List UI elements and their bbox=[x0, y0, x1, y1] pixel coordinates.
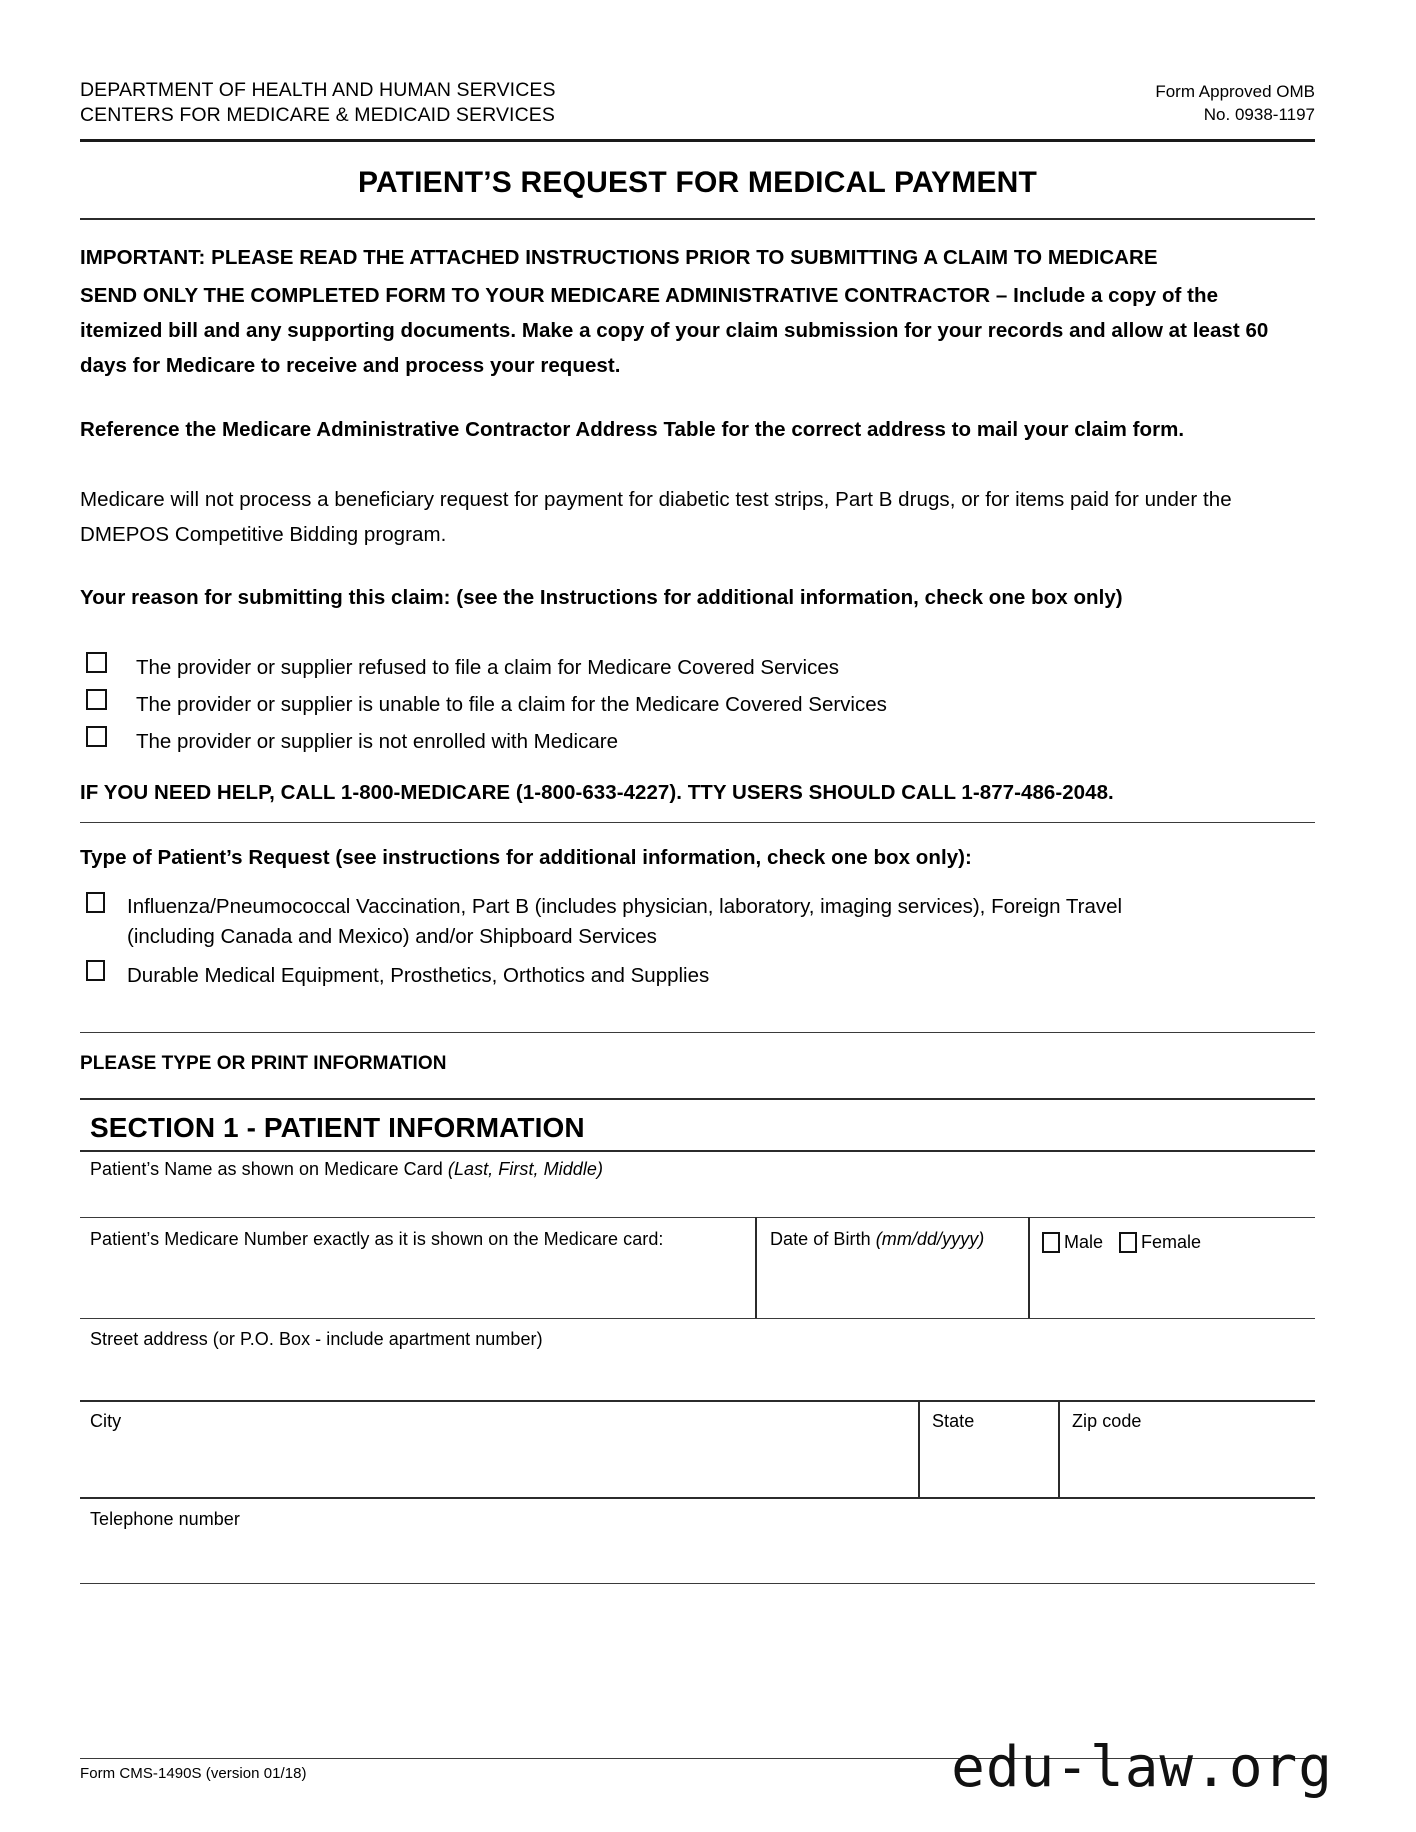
gender-cell-divider bbox=[1028, 1217, 1030, 1319]
reason-option-label-2: The provider or supplier is unable to file a claim for the Medicare Covered Services bbox=[136, 693, 887, 716]
omb-number: No. 0938-1197 bbox=[1203, 105, 1315, 124]
male-label: Male bbox=[1064, 1232, 1104, 1252]
page-title: PATIENT’S REQUEST FOR MEDICAL PAYMENT bbox=[357, 166, 1038, 199]
medicare-row-bottom-rule bbox=[80, 1318, 1315, 1319]
request-type-heading: Type of Patient’s Request (see instructions for additional information, check one box only): bbox=[80, 846, 972, 869]
state-input[interactable] bbox=[932, 1432, 1052, 1488]
request-type-row-1[interactable] bbox=[86, 892, 1206, 952]
patient-name-label bbox=[90, 1158, 603, 1180]
reason-option-label-3: The provider or supplier is not enrolled with Medicare bbox=[136, 730, 618, 753]
important-notice: IMPORTANT: PLEASE READ THE ATTACHED INSTRUCTIONS PRIOR TO SUBMITTING A CLAIM TO MEDICARE bbox=[80, 246, 1158, 269]
type-or-print-notice: PLEASE TYPE OR PRINT INFORMATION bbox=[80, 1053, 447, 1074]
state-label: State bbox=[932, 1411, 975, 1431]
patient-name-label-hint: (Last, First, Middle) bbox=[447, 1159, 603, 1179]
telephone-bottom-rule bbox=[80, 1583, 1315, 1584]
omb-block bbox=[1155, 80, 1315, 126]
dob-cell-divider bbox=[755, 1217, 757, 1319]
patient-name-label-text: Patient’s Name as shown on Medicare Card bbox=[90, 1159, 448, 1179]
send-only-paragraph: SEND ONLY THE COMPLETED FORM TO YOUR MEDICARE ADMINISTRATIVE CONTRACTOR – Include a copy of the itemized bill and any supporting documents. Make a copy of your claim submission for your records and allow at least 60 days for Medicare to receive and process your request. bbox=[80, 284, 1269, 377]
city-label: City bbox=[90, 1411, 122, 1431]
request-type-bottom-rule bbox=[80, 1032, 1315, 1033]
reason-checkbox-2[interactable] bbox=[86, 689, 107, 710]
request-type-row-2[interactable] bbox=[86, 960, 1206, 992]
dob-label bbox=[770, 1228, 984, 1250]
street-address-label: Street address (or P.O. Box - include apartment number) bbox=[90, 1329, 543, 1349]
section1-title-rule bbox=[80, 1150, 1315, 1152]
dob-input[interactable] bbox=[770, 1250, 1000, 1308]
gender-group[interactable] bbox=[1042, 1232, 1201, 1253]
request-type-checkbox-1[interactable] bbox=[86, 892, 105, 913]
reason-option-row-1[interactable] bbox=[86, 652, 839, 684]
reason-option-row-3[interactable] bbox=[86, 726, 618, 758]
patient-name-bottom-rule bbox=[80, 1217, 1315, 1218]
city-input[interactable] bbox=[90, 1432, 890, 1488]
title-bottom-rule bbox=[80, 218, 1315, 220]
zip-cell-divider bbox=[1058, 1400, 1060, 1498]
section1-title: SECTION 1 - PATIENT INFORMATION bbox=[90, 1112, 585, 1143]
reason-checkbox-3[interactable] bbox=[86, 726, 107, 747]
medicare-number-label: Patient’s Medicare Number exactly as it is shown on the Medicare card: bbox=[90, 1229, 664, 1249]
section1-top-rule bbox=[80, 1098, 1315, 1100]
help-phone-line: IF YOU NEED HELP, CALL 1-800-MEDICARE (1-800-633-4227). TTY USERS SHOULD CALL 1-877-486-2048. bbox=[80, 781, 1114, 804]
no-process-paragraph: Medicare will not process a beneficiary request for payment for diabetic test strips, Part B drugs, or for items paid for under the DMEPOS Competitive Bidding program. bbox=[80, 488, 1232, 546]
agency-block bbox=[80, 78, 556, 128]
request-type-label-2: Durable Medical Equipment, Prosthetics, Orthotics and Supplies bbox=[127, 964, 710, 987]
reason-heading: Your reason for submitting this claim: (see the Instructions for additional information, check one box only) bbox=[80, 586, 1123, 609]
reason-option-row-2[interactable] bbox=[86, 689, 887, 721]
request-type-label-1: Influenza/Pneumococcal Vaccination, Part B (includes physician, laboratory, imaging services), Foreign Travel (including Canada and Mexico) and/or Shipboard Services bbox=[127, 895, 1123, 948]
street-bottom-rule bbox=[80, 1400, 1315, 1402]
patient-name-input[interactable] bbox=[90, 1180, 1300, 1218]
reason-option-label-1: The provider or supplier refused to file a claim for Medicare Covered Services bbox=[136, 656, 839, 679]
dob-label-hint: (mm/dd/yyyy) bbox=[875, 1229, 985, 1249]
dob-label-text: Date of Birth bbox=[770, 1229, 876, 1249]
zip-code-input[interactable] bbox=[1072, 1432, 1300, 1488]
agency-line-2: CENTERS FOR MEDICARE & MEDICAID SERVICES bbox=[80, 104, 555, 126]
male-checkbox[interactable] bbox=[1042, 1232, 1060, 1253]
reference-paragraph: Reference the Medicare Administrative Contractor Address Table for the correct address to mail your claim form. bbox=[80, 418, 1185, 441]
telephone-input[interactable] bbox=[90, 1530, 1300, 1580]
omb-approved-label: Form Approved OMB bbox=[1155, 82, 1315, 101]
reason-checkbox-1[interactable] bbox=[86, 652, 107, 673]
page-content bbox=[80, 0, 1333, 1832]
form-number: Form CMS-1490S (version 01/18) bbox=[80, 1765, 307, 1782]
site-watermark: edu-law.org bbox=[951, 1735, 1333, 1800]
telephone-label: Telephone number bbox=[90, 1509, 240, 1529]
female-label: Female bbox=[1141, 1232, 1202, 1252]
agency-line-1: DEPARTMENT OF HEALTH AND HUMAN SERVICES bbox=[80, 79, 556, 101]
female-checkbox[interactable] bbox=[1119, 1232, 1137, 1253]
state-cell-divider bbox=[918, 1400, 920, 1498]
header-top-rule bbox=[80, 139, 1315, 142]
help-bottom-rule bbox=[80, 822, 1315, 823]
city-row-bottom-rule bbox=[80, 1497, 1315, 1499]
request-type-checkbox-2[interactable] bbox=[86, 960, 105, 981]
medicare-number-input[interactable] bbox=[90, 1250, 710, 1308]
street-address-input[interactable] bbox=[90, 1350, 1300, 1398]
zip-code-label: Zip code bbox=[1072, 1411, 1142, 1431]
